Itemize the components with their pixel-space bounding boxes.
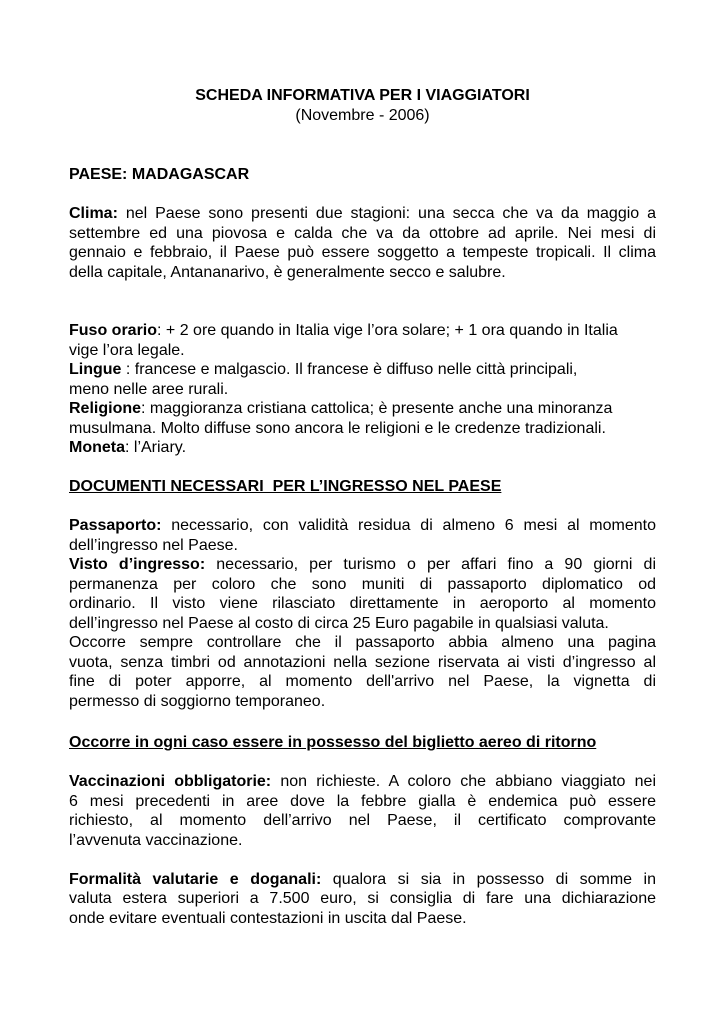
fuso-line-1: Fuso orario: + 2 ore quando in Italia vige l’ora solare; + 1 ora quando in Italia (69, 322, 618, 339)
religione-line-1: Religione: maggioranza cristiana cattolica; è presente anche una minoranza (69, 400, 613, 417)
biglietto-notice: Occorre in ogni caso essere in possesso del biglietto aereo di ritorno (69, 734, 597, 751)
lingue-line-2: meno nelle aree rurali. (69, 381, 229, 398)
vaccinazioni-line-2: 6 mesi precedenti in aree dove la febbre gialla è endemica può essere (69, 793, 656, 810)
documenti-heading: DOCUMENTI NECESSARI PER L’INGRESSO NEL PAESE (69, 478, 502, 495)
visto-line-4: dell’ingresso nel Paese al costo di circa 25 Euro pagabile in qualsiasi valuta. (69, 615, 609, 632)
visto-line-2: permanenza per coloro che sono muniti di passaporto diplomatico od (69, 576, 656, 593)
moneta-line: Moneta: l’Ariary. (69, 439, 187, 456)
clima-line-1: Clima: nel Paese sono presenti due stagioni: una secca che va da maggio a (69, 205, 656, 222)
fuso-line-2: vige l’ora legale. (69, 342, 185, 359)
formalita-line-3: onde evitare eventuali contestazioni in uscita dal Paese. (69, 910, 467, 927)
clima-label: Clima: (69, 205, 118, 222)
vaccinazioni-line-3: richiesto, al momento dell’arrivo nel Paese, il certificato comprovante (69, 812, 656, 829)
visto-line-1: Visto d’ingresso: necessario, per turismo o per affari fino a 90 giorni di (69, 556, 656, 573)
clima-line-4: della capitale, Antananarivo, è generalmente secco e salubre. (69, 264, 506, 281)
passaporto-line-2: dell’ingresso nel Paese. (69, 537, 238, 554)
visto-line-8: permesso di soggiorno temporaneo. (69, 693, 326, 710)
vaccinazioni-line-1: Vaccinazioni obbligatorie: non richieste. A coloro che abbiano viaggiato nei (69, 773, 657, 790)
visto-label: Visto d’ingresso: (69, 556, 206, 573)
clima-line-3: gennaio e febbraio, il Paese può essere soggetto a tempeste tropicali. Il clima (69, 244, 656, 261)
formalita-label: Formalità valutarie e doganali: (69, 871, 322, 888)
formalita-line-2: valuta estera superiori a 7.500 euro, si consiglia di fare una dichiarazione (69, 890, 656, 907)
document-title: SCHEDA INFORMATIVA PER I VIAGGIATORI (195, 87, 530, 104)
vaccinazioni-line-4: l’avvenuta vaccinazione. (69, 832, 243, 849)
document-date: (Novembre - 2006) (295, 107, 430, 124)
vaccinazioni-label: Vaccinazioni obbligatorie: (69, 773, 272, 790)
passaporto-line-1: Passaporto: necessario, con validità residua di almeno 6 mesi al momento (69, 517, 656, 534)
visto-line-5: Occorre sempre controllare che il passaporto abbia almeno una pagina (69, 634, 656, 651)
moneta-label: Moneta (69, 439, 125, 456)
visto-line-3: ordinario. Il visto viene rilasciato direttamente in aeroporto al momento (69, 595, 656, 612)
lingue-line-1: Lingue : francese e malgascio. Il francese è diffuso nelle città principali, (69, 361, 578, 378)
passaporto-label: Passaporto: (69, 517, 162, 534)
clima-line-2: settembre ed una piovosa e calda che va da ottobre ad aprile. Nei mesi di (69, 225, 656, 242)
visto-line-7: fine di poter apporre, al momento dell'arrivo nel Paese, la vignetta di (69, 673, 656, 690)
formalita-line-1: Formalità valutarie e doganali: qualora si sia in possesso di somme in (69, 871, 657, 888)
country-heading: PAESE: MADAGASCAR (69, 166, 250, 183)
visto-line-6: vuota, senza timbri od annotazioni nella sezione riservata ai visti d’ingresso al (69, 654, 656, 671)
religione-label: Religione (69, 400, 142, 417)
lingue-label: Lingue (69, 361, 122, 378)
fuso-label: Fuso orario (69, 322, 158, 339)
religione-line-2: musulmana. Molto diffuse sono ancora le religioni e le credenze tradizionali. (69, 420, 606, 437)
